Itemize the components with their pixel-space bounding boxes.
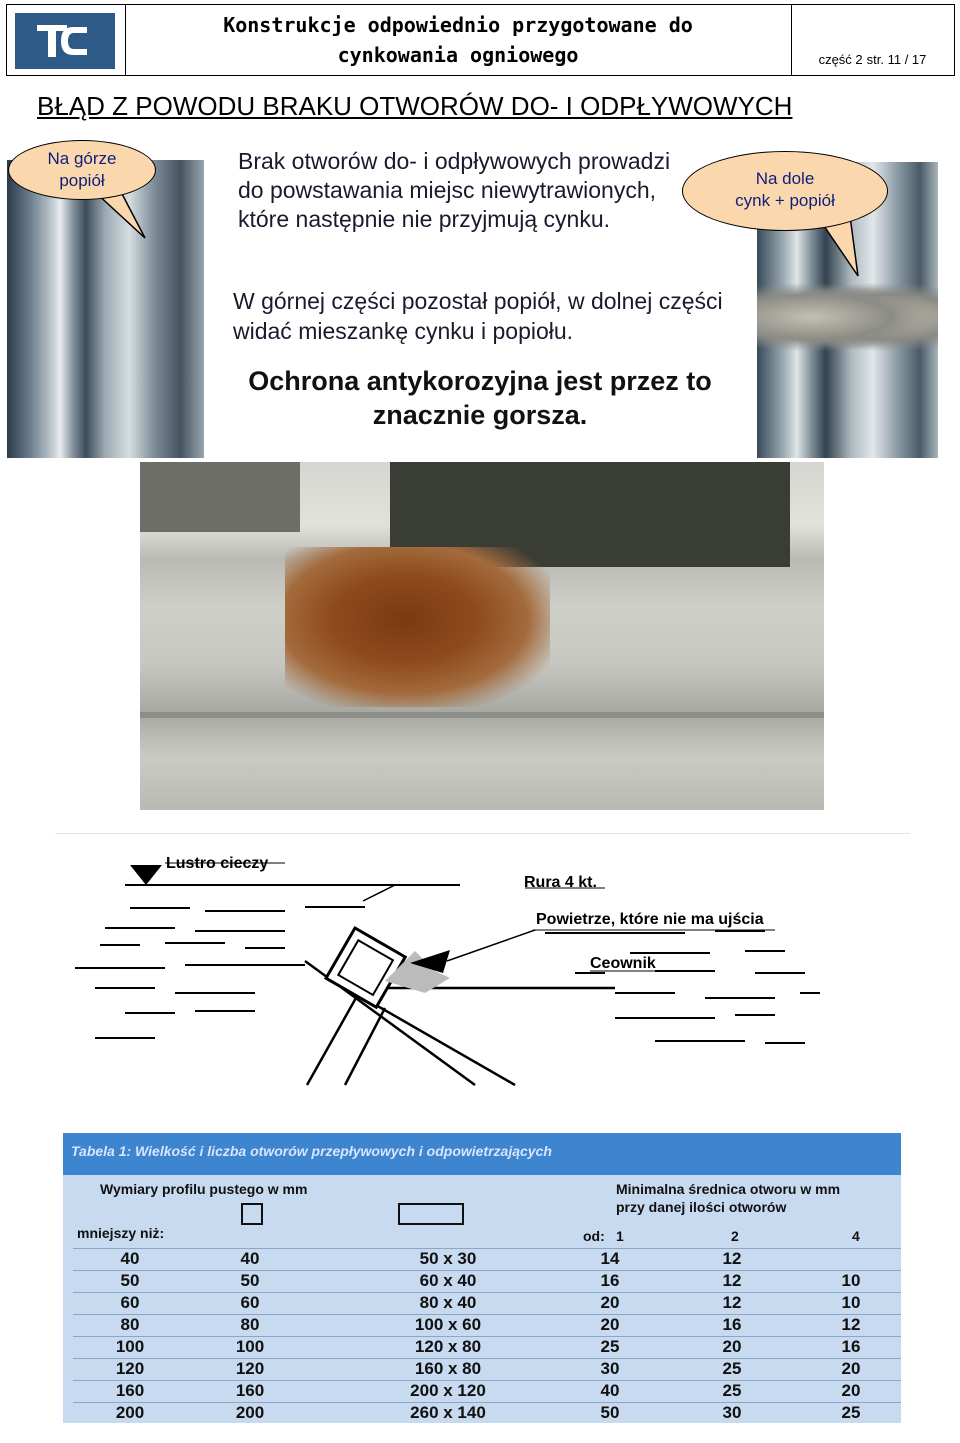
table-cell: 40 xyxy=(600,1381,620,1400)
table-count-1: 1 xyxy=(616,1228,624,1244)
table-cell: 60 xyxy=(240,1293,260,1312)
table-cell: 160 xyxy=(115,1381,145,1400)
table-count-2: 2 xyxy=(731,1228,739,1244)
page-header xyxy=(6,4,955,76)
table-from-label: od: xyxy=(583,1228,605,1244)
table-cell: 60 x 40 xyxy=(419,1271,477,1290)
table-cell: 20 xyxy=(600,1315,620,1334)
bubble-left xyxy=(8,140,156,200)
ash-note-text: W górnej części pozostał popiół, w dolnej części widać mieszankę cynku i popiołu. xyxy=(233,288,723,344)
table-cell: 100 xyxy=(115,1337,145,1356)
table-cell: 80 xyxy=(240,1315,260,1334)
table-cell: 16 xyxy=(841,1337,861,1356)
header-title xyxy=(125,5,792,75)
company-logo xyxy=(7,5,126,75)
table-cell: 20 xyxy=(600,1293,620,1312)
table-cell: 50 x 30 xyxy=(419,1249,477,1268)
table-cell: 14 xyxy=(600,1249,620,1268)
table-cell: 80 x 40 xyxy=(419,1293,477,1312)
table-cell: 260 x 140 xyxy=(410,1403,486,1422)
header-title-line2: cynkowania ogniowego xyxy=(337,43,579,67)
table-cell: 12 xyxy=(722,1293,742,1312)
table-header-left: Wymiary profilu pustego w mm xyxy=(100,1181,308,1197)
table-cell: 120 xyxy=(235,1359,265,1378)
table-cell: 25 xyxy=(600,1337,620,1356)
table-cell: 200 xyxy=(115,1403,145,1422)
conclusion-text: Ochrona antykorozyjna jest przez to znacznie gorsza. xyxy=(248,366,712,430)
table-title: Tabela 1: Wielkość i liczba otworów przepływowych i odpowietrzających xyxy=(71,1143,552,1159)
table-cell: 10 xyxy=(841,1271,861,1290)
bubble-right-line2: cynk + popiół xyxy=(735,191,835,210)
bubble-left-line1: Na górze xyxy=(47,149,117,168)
table-smaller-than: mniejszy niż: xyxy=(77,1225,165,1241)
hole-size-table xyxy=(63,1133,901,1423)
table-cell: 16 xyxy=(722,1315,742,1334)
table-cell: 200 xyxy=(235,1403,265,1422)
table-cell: 16 xyxy=(600,1271,620,1290)
description-text: Brak otworów do- i odpływowych prowadzi do powstawania miejsc niewytrawionych, które następnie nie przyjmują cynku. xyxy=(238,148,671,232)
table-cell: 50 xyxy=(240,1271,260,1290)
table-cell: 20 xyxy=(722,1337,742,1356)
table-cell: 25 xyxy=(722,1359,742,1378)
bubble-left-line2: popiół xyxy=(59,171,105,190)
table-cell: 80 xyxy=(120,1315,140,1334)
label-air: Powietrze, które nie ma ujścia xyxy=(536,911,764,928)
table-count-4: 4 xyxy=(852,1228,860,1244)
table-cell: 30 xyxy=(600,1359,620,1378)
table-cell: 50 xyxy=(120,1271,140,1290)
table-header-right-2: przy danej ilości otworów xyxy=(616,1199,787,1215)
part-label: część 2 xyxy=(818,52,863,67)
table-cell: 160 xyxy=(235,1381,265,1400)
table-cell: 50 xyxy=(600,1403,620,1422)
table-cell: 120 x 80 xyxy=(414,1337,482,1356)
bubble-right-line1: Na dole xyxy=(755,169,815,188)
table-cell: 200 x 120 xyxy=(410,1381,486,1400)
table-cell: 30 xyxy=(722,1403,742,1422)
table-cell: 25 xyxy=(722,1381,742,1400)
air-pocket-diagram xyxy=(55,833,910,1088)
table-cell: 160 x 80 xyxy=(414,1359,482,1378)
table-header-right-1: Minimalna średnica otworu w mm xyxy=(616,1181,841,1197)
table-cell: 12 xyxy=(841,1315,861,1334)
table-cell: 40 xyxy=(240,1249,260,1268)
header-title-line1: Konstrukcje odpowiednio przygotowane do xyxy=(223,13,693,37)
table-cell: 10 xyxy=(841,1293,861,1312)
bubble-right xyxy=(682,151,888,231)
table-rows xyxy=(63,1133,901,1423)
table-cell: 40 xyxy=(120,1249,140,1268)
table-cell: 12 xyxy=(722,1249,742,1268)
logo-mark-icon xyxy=(15,13,115,69)
table-cell: 12 xyxy=(722,1271,742,1290)
table-cell: 20 xyxy=(841,1359,861,1378)
table-cell: 25 xyxy=(841,1403,861,1422)
table-cell: 100 xyxy=(235,1337,265,1356)
main-title: BŁĄD Z POWODU BRAKU OTWORÓW DO- I ODPŁYWOWYCH xyxy=(37,91,793,121)
page-label: str. 11 / 17 xyxy=(866,52,927,67)
table-cell: 120 xyxy=(115,1359,145,1378)
page-info xyxy=(791,5,954,75)
table-cell: 60 xyxy=(120,1293,140,1312)
label-liquid-level: Lustro cieczy xyxy=(166,855,269,872)
table-cell: 100 x 60 xyxy=(414,1315,482,1334)
label-channel: Ceownik xyxy=(590,955,656,972)
label-pipe: Rura 4 kt. xyxy=(524,874,597,891)
photo-rusted-joint xyxy=(140,462,824,810)
table-cell: 20 xyxy=(841,1381,861,1400)
